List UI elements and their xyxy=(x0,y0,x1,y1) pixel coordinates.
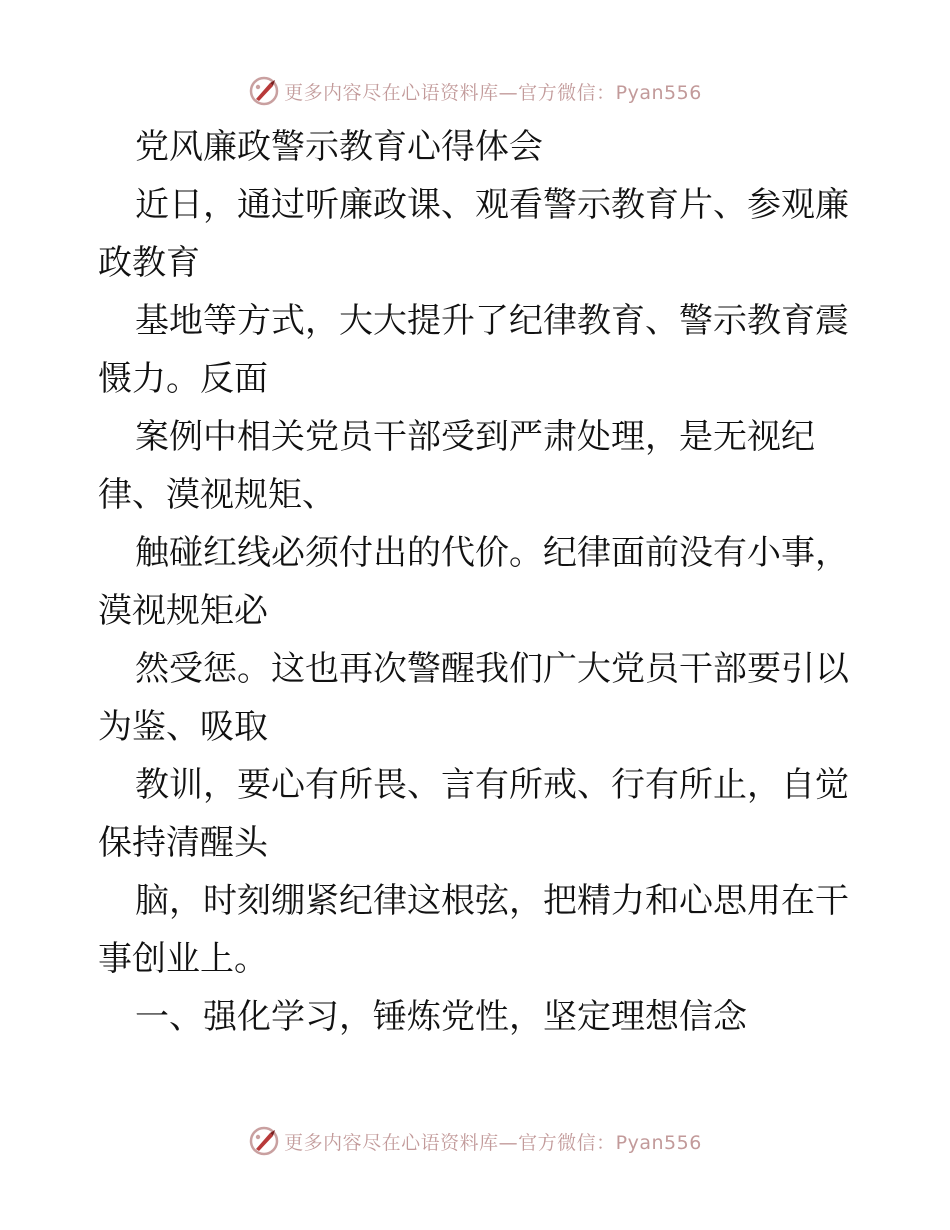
paragraph-line: 漠视规矩必 xyxy=(98,591,268,631)
paragraph-line: 政教育 xyxy=(98,243,200,283)
paragraph-line: 律、漠视规矩、 xyxy=(98,475,336,515)
paragraph-line: 脑，时刻绷紧纪律这根弦，把精力和心思用在干 xyxy=(135,881,849,921)
document-body xyxy=(98,118,858,1046)
document-title: 党风廉政警示教育心得体会 xyxy=(135,127,543,167)
header-banner xyxy=(0,71,950,111)
paragraph-line: 然受惩。这也再次警醒我们广大党员干部要引以 xyxy=(135,649,849,689)
paragraph-line: 近日，通过听廉政课、观看警示教育片、参观廉 xyxy=(135,185,849,225)
footer-banner xyxy=(0,1121,950,1161)
paragraph-line: 案例中相关党员干部受到严肃处理，是无视纪 xyxy=(135,417,815,457)
paragraph-line: 慑力。反面 xyxy=(98,359,268,399)
header-banner-text: 更多内容尽在心语资料库—官方微信：Pyan556 xyxy=(284,81,702,104)
paragraph-line: 教训，要心有所畏、言有所戒、行有所止，自觉 xyxy=(135,765,849,805)
paragraph-line: 为鉴、吸取 xyxy=(98,707,268,747)
paragraph-line: 一、强化学习，锤炼党性，坚定理想信念 xyxy=(135,997,747,1037)
paragraph-line: 事创业上。 xyxy=(98,939,268,979)
paragraph-line: 触碰红线必须付出的代价。纪律面前没有小事， xyxy=(135,533,849,573)
quill-pen-logo-icon xyxy=(248,75,280,107)
paragraph-line: 保持清醒头 xyxy=(98,823,268,863)
footer-banner-text: 更多内容尽在心语资料库—官方微信：Pyan556 xyxy=(284,1131,702,1154)
quill-pen-logo-icon xyxy=(248,1125,280,1157)
paragraph-line: 基地等方式，大大提升了纪律教育、警示教育震 xyxy=(135,301,849,341)
